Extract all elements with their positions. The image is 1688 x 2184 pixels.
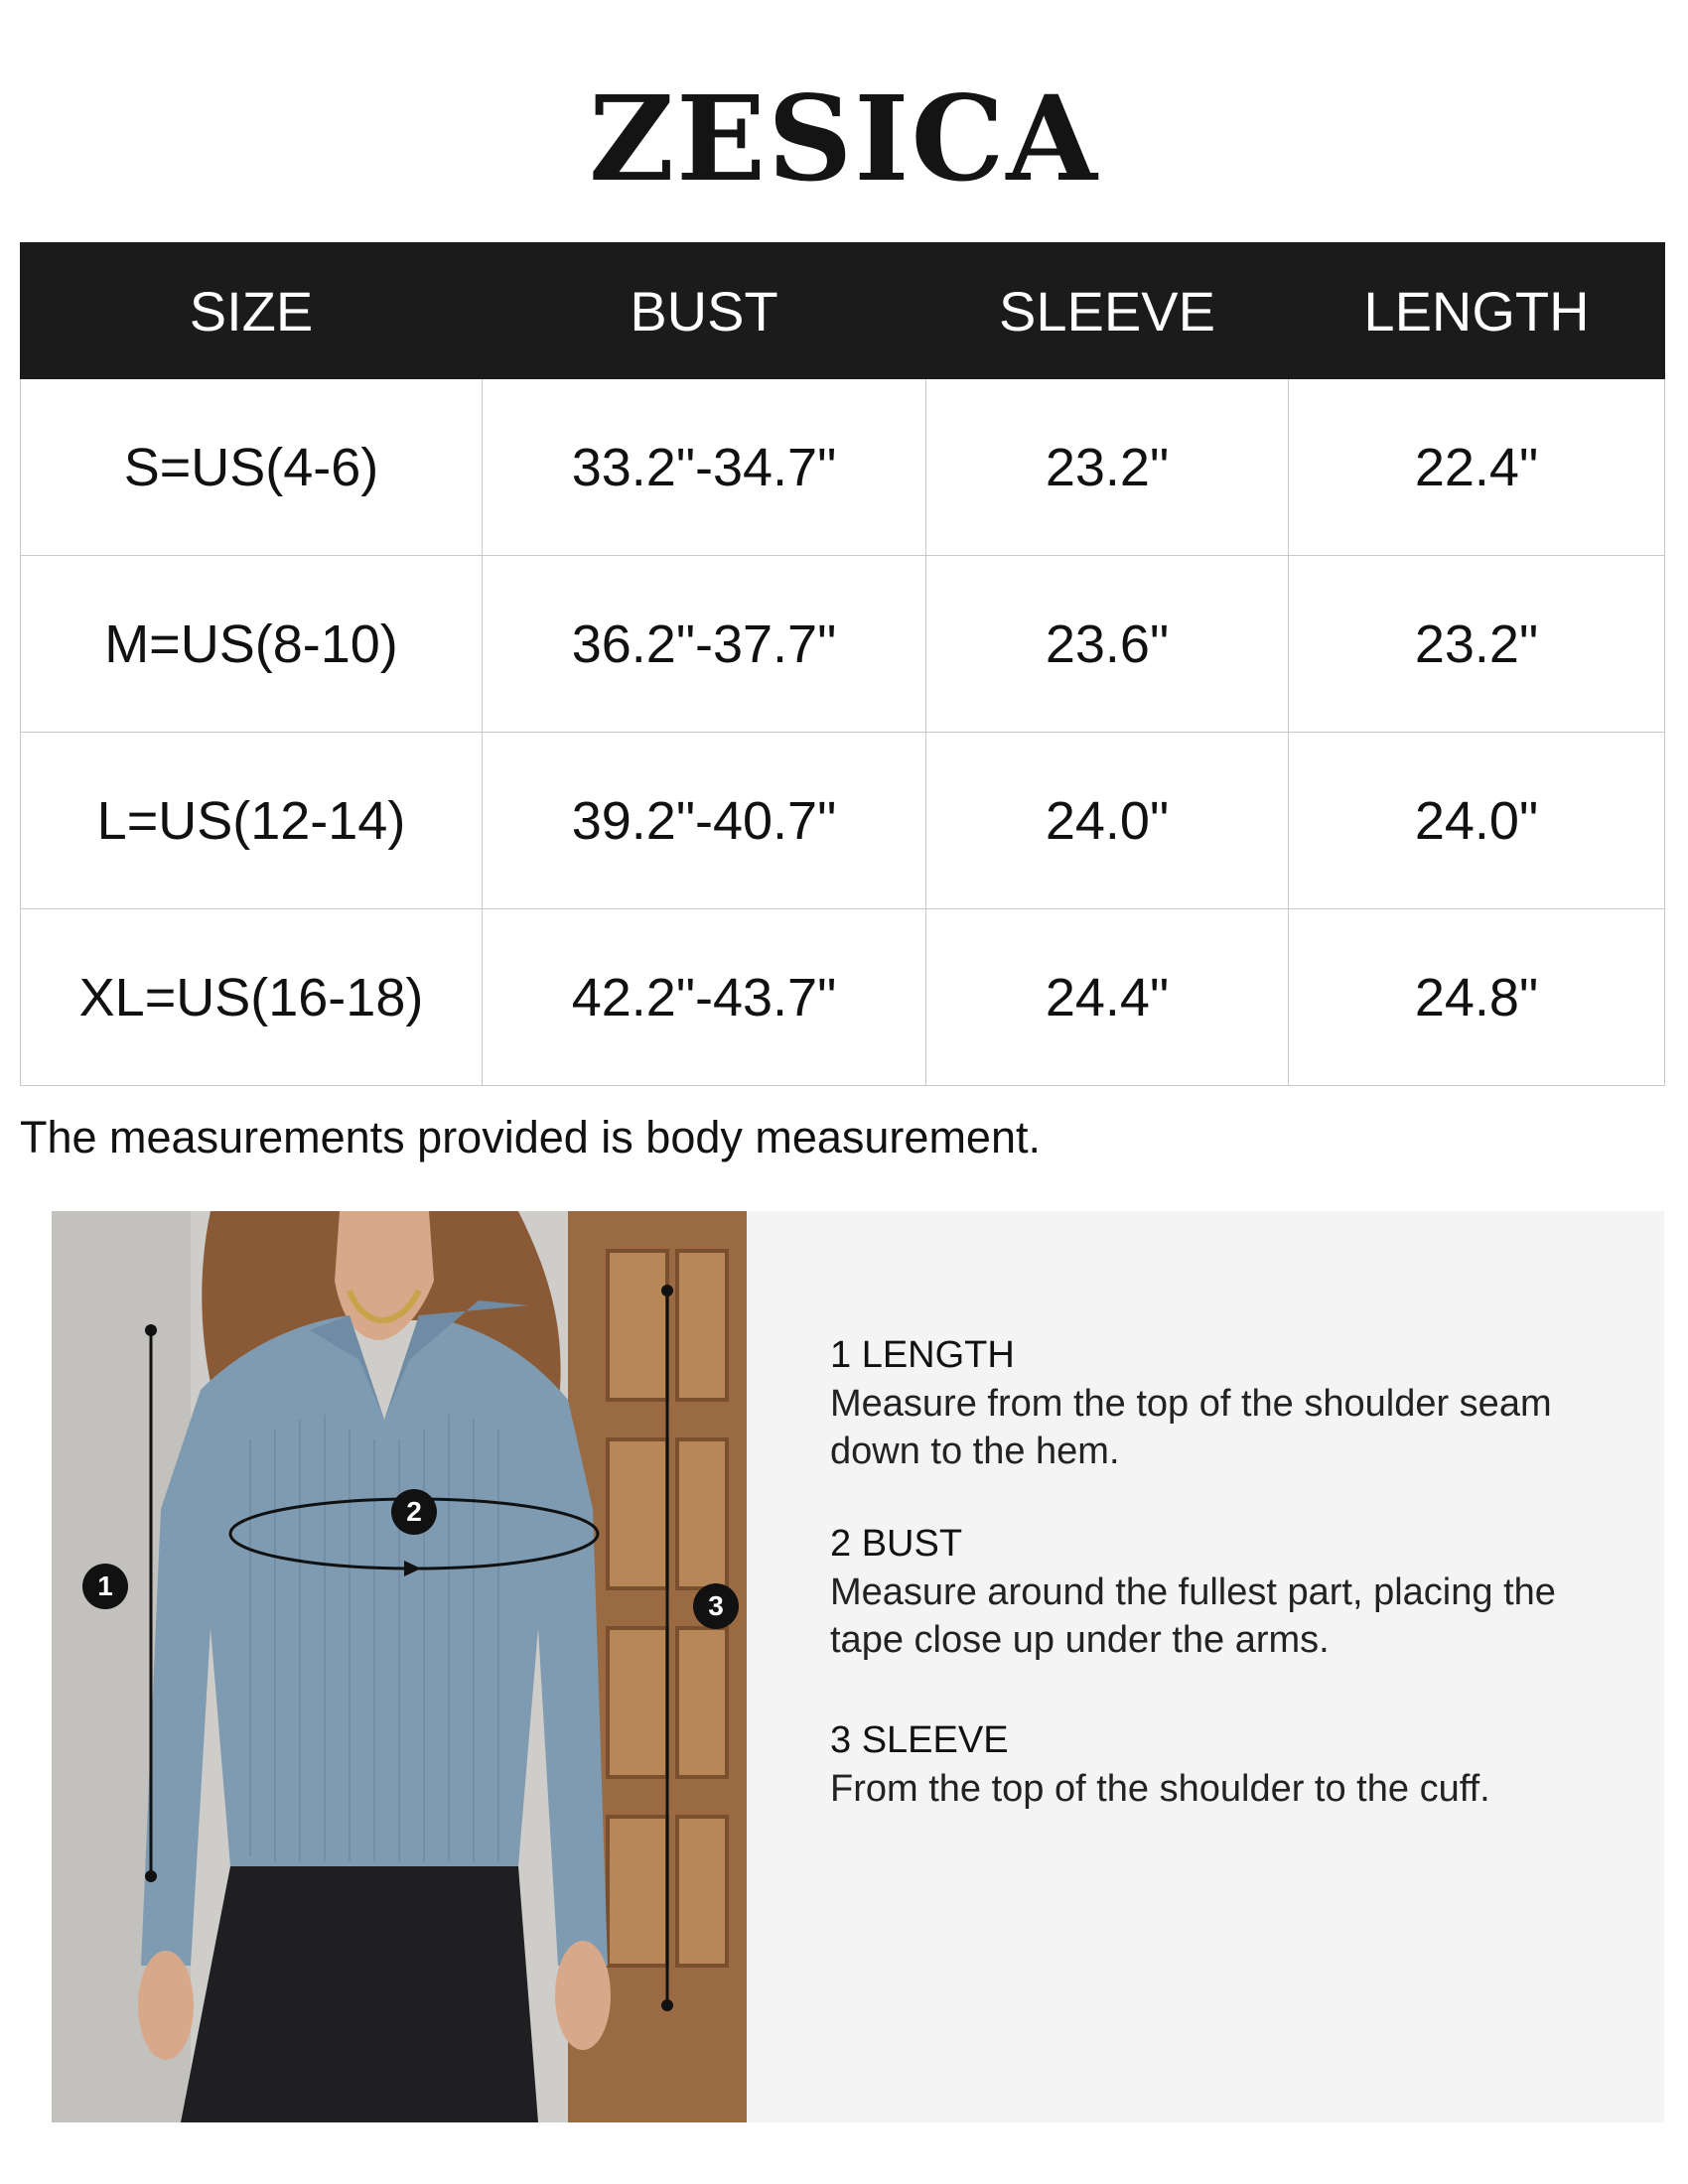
guide-length-desc: Measure from the top of the shoulder seam down to the hem. — [830, 1383, 1552, 1472]
model-photo — [52, 1211, 747, 2122]
guide-sleeve-desc: From the top of the shoulder to the cuff. — [830, 1768, 1490, 1810]
left-hand — [138, 1951, 194, 2060]
brand-logo: ZESICA — [589, 69, 1099, 207]
size-chart-table — [20, 242, 1665, 1086]
header-sleeve: SLEEVE — [926, 243, 1289, 379]
marker-3-badge: 3 — [693, 1583, 739, 1629]
length-line-end — [145, 1870, 157, 1882]
guide-bust-title: 2 BUST — [830, 1523, 963, 1565]
sleeve-cell: 24.4" — [926, 909, 1289, 1086]
measure-guide-panel — [747, 1211, 1664, 2122]
measurement-note: The measurements provided is body measurement. — [20, 1112, 1041, 1162]
size-cell: XL=US(16-18) — [21, 909, 483, 1086]
table-row — [21, 733, 1665, 909]
length-line-end — [145, 1324, 157, 1336]
sleeve-cell: 23.6" — [926, 556, 1289, 733]
door-panel — [677, 1439, 727, 1588]
length-cell: 24.0" — [1289, 733, 1665, 909]
sleeve-line-end — [661, 1285, 673, 1297]
marker-2-badge: 2 — [391, 1489, 437, 1535]
door-panel — [677, 1628, 727, 1777]
size-cell: L=US(12-14) — [21, 733, 483, 909]
sleeve-cell: 23.2" — [926, 379, 1289, 556]
guide-sleeve-title: 3 SLEEVE — [830, 1719, 1009, 1761]
length-cell: 23.2" — [1289, 556, 1665, 733]
bust-cell: 39.2"-40.7" — [483, 733, 926, 909]
header-bust: BUST — [483, 243, 926, 379]
black-jeans — [181, 1866, 538, 2122]
table-row — [21, 909, 1665, 1086]
bust-cell: 42.2"-43.7" — [483, 909, 926, 1086]
door-panel — [608, 1628, 667, 1777]
door-panel — [608, 1817, 667, 1966]
sleeve-line-end — [661, 1999, 673, 2011]
table-row — [21, 379, 1665, 556]
model-illustration — [52, 1211, 747, 2122]
right-hand — [555, 1941, 611, 2050]
bust-cell: 36.2"-37.7" — [483, 556, 926, 733]
size-cell: M=US(8-10) — [21, 556, 483, 733]
marker-1-badge: 1 — [82, 1564, 128, 1609]
sleeve-cell: 24.0" — [926, 733, 1289, 909]
header-size: SIZE — [21, 243, 483, 379]
length-cell: 24.8" — [1289, 909, 1665, 1086]
door-panel — [608, 1251, 667, 1400]
guide-bust — [830, 1519, 1624, 1664]
door-panel — [608, 1439, 667, 1588]
guide-sleeve — [830, 1715, 1624, 1813]
door-panel — [677, 1251, 727, 1400]
length-cell: 22.4" — [1289, 379, 1665, 556]
table-row — [21, 556, 1665, 733]
header-length: LENGTH — [1289, 243, 1665, 379]
guide-length-title: 1 LENGTH — [830, 1334, 1015, 1376]
size-cell: S=US(4-6) — [21, 379, 483, 556]
door-panel — [677, 1817, 727, 1966]
guide-bust-desc: Measure around the fullest part, placing the tape close up under the arms. — [830, 1571, 1556, 1661]
table-header-row — [21, 243, 1665, 379]
guide-length — [830, 1330, 1624, 1475]
bust-cell: 33.2"-34.7" — [483, 379, 926, 556]
